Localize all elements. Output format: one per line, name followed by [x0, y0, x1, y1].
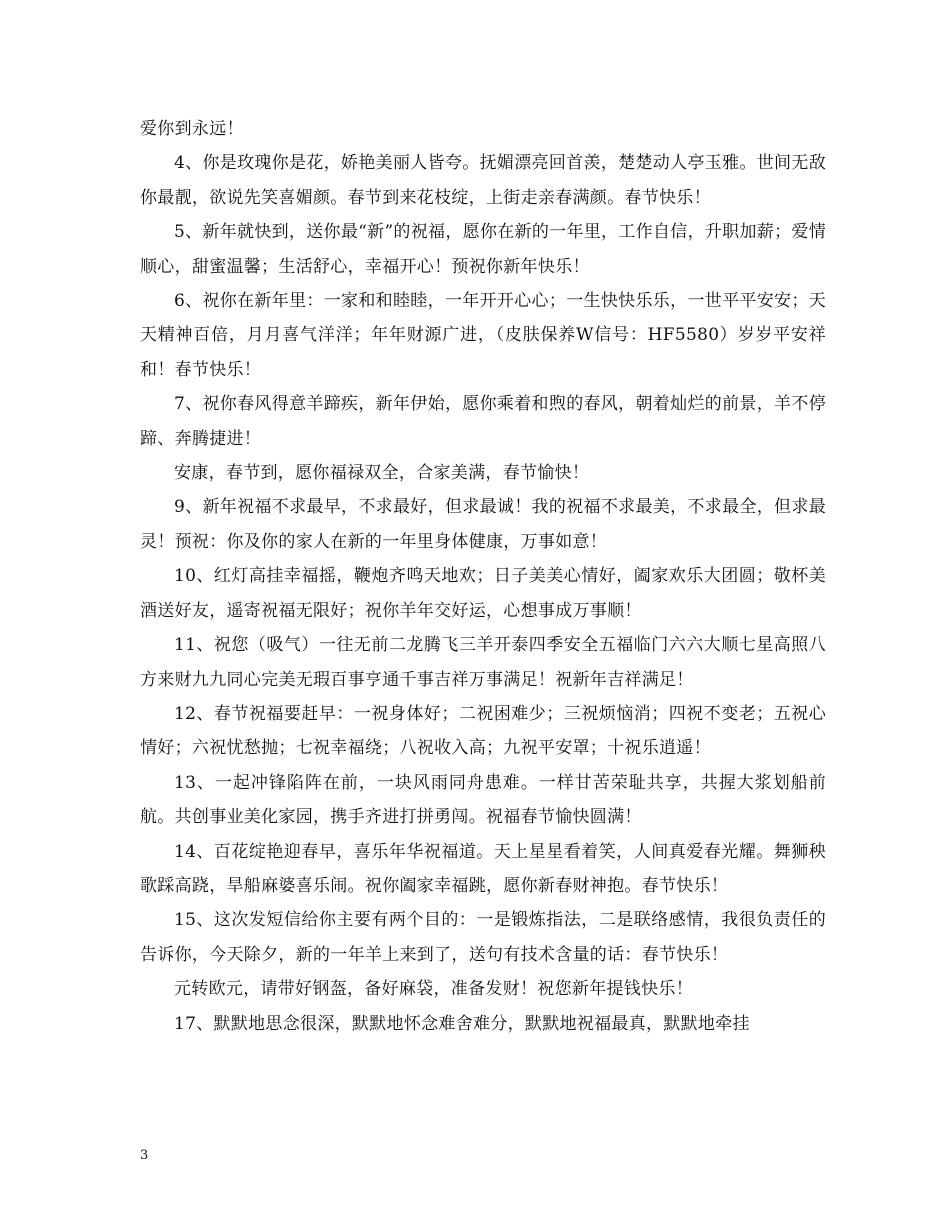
page-number: 3	[140, 1148, 149, 1163]
paragraph: 4、你是玫瑰你是花，娇艳美丽人皆夸。抚媚漂亮回首羡，楚楚动人亭玉雅。世间无敌你最靓，欲说先笑喜媚颜。春节到来花枝绽，上街走亲春满颜。春节快乐！	[140, 153, 826, 208]
paragraph: 13、一起冲锋陷阵在前，一块风雨同舟患难。一样甘苦荣耻共享，共握大浆划船前航。共创事业美化家园，携手齐进打拼勇闯。祝福春节愉快圆满！	[140, 772, 826, 828]
paragraph: 17、默默地思念很深，默默地怀念难舍难分，默默地祝福最真，默默地牵挂	[174, 1013, 750, 1034]
paragraph: 14、百花绽艳迎春早，喜乐年华祝福道。天上星星看着笑，人间真爱春光耀。舞狮秧歌踩高跷，旱船麻婆喜乐闹。祝你阖家幸福跳，愿你新春财神抱。春节快乐！	[140, 841, 826, 896]
paragraph: 10、红灯高挂幸福摇，鞭炮齐鸣天地欢；日子美美心情好，阖家欢乐大团圆；敬杯美酒送好友，遥寄祝福无限好；祝你羊年交好运，心想事成万事顺！	[140, 566, 826, 621]
body-text	[140, 112, 826, 1041]
paragraph: 爱你到永远！	[140, 119, 244, 139]
paragraph: 6、祝你在新年里：一家和和睦睦，一年开开心心；一生快快乐乐，一世平平安安；天天精神百倍，月月喜气洋洋；年年财源广进，（皮肤保养W信号：HF5580）岁岁平安祥和！春节快乐！	[140, 291, 826, 380]
paragraph: 15、这次发短信给你主要有两个目的：一是锻炼指法，二是联络感情，我很负责任的告诉你，今天除夕，新的一年羊上来到了，送句有技术含量的话：春节快乐！	[140, 910, 826, 965]
paragraph: 11、祝您（吸气）一往无前二龙腾飞三羊开泰四季安全五福临门六六大顺七星高照八方来财九九同心完美无瑕百事亨通千事吉祥万事满足！祝新年吉祥满足！	[140, 635, 826, 690]
paragraph: 7、祝你春风得意羊蹄疾，新年伊始，愿你乘着和煦的春风，朝着灿烂的前景，羊不停蹄、奔腾捷进！	[140, 394, 826, 449]
paragraph: 元转欧元，请带好钢盔，备好麻袋，准备发财！祝您新年提钱快乐！	[174, 979, 693, 1000]
paragraph: 5、新年就快到，送你最“新”的祝福，愿你在新的一年里，工作自信，升职加薪；爱情顺心，甜蜜温馨；生活舒心，幸福开心！预祝你新年快乐！	[140, 222, 826, 277]
paragraph: 12、春节祝福要赶早：一祝身体好；二祝困难少；三祝烦恼消；四祝不变老；五祝心情好；六祝忧愁抛；七祝幸福绕；八祝收入高；九祝平安罩；十祝乐逍遥！	[140, 703, 826, 759]
paragraph: 安康，春节到，愿你福禄双全，合家美满，春节愉快！	[174, 463, 590, 484]
paragraph: 9、新年祝福不求最早，不求最好，但求最诚！我的祝福不求最美，不求最全，但求最灵！预祝：你及你的家人在新的一年里身体健康，万事如意！	[140, 497, 826, 552]
